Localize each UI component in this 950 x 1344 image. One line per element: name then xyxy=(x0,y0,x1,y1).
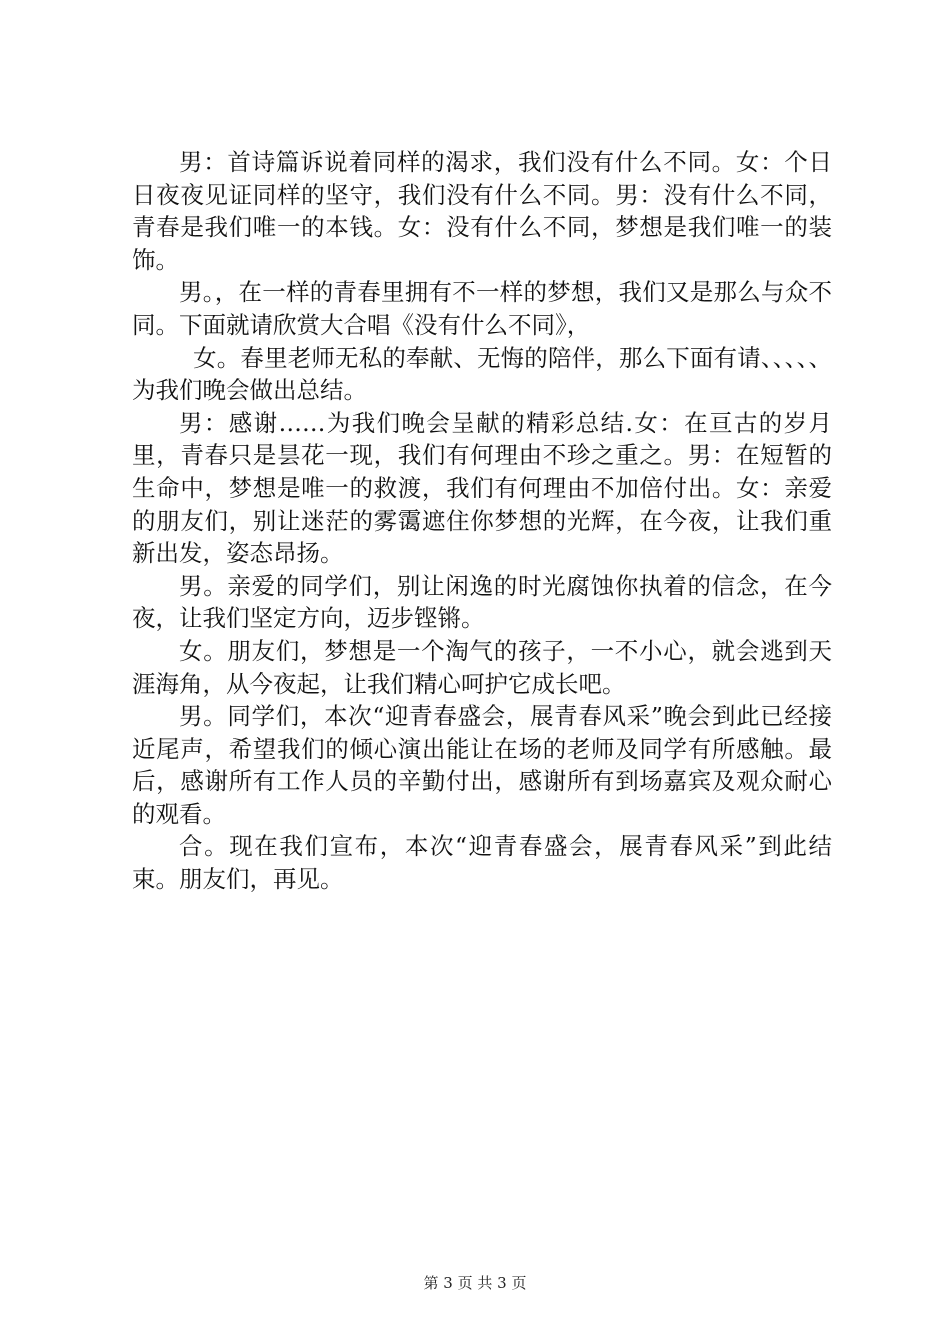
document-body xyxy=(132,146,832,896)
paragraph-5: 男。亲爱的同学们，别让闲逸的时光腐蚀你执着的信念，在今夜，让我们坚定方向，迈步铿锵。 xyxy=(132,571,832,633)
page-footer xyxy=(0,1272,950,1293)
paragraph-8: 合。现在我们宣布，本次“迎青春盛会，展青春风采”到此结束。朋友们，再见。 xyxy=(132,832,832,894)
paragraph-7: 男。同学们，本次“迎青春盛会，展青春风采”晚会到此已经接近尾声，希望我们的倾心演出能让在场的老师及同学有所感触。最后，感谢所有工作人员的辛勤付出，感谢所有到场嘉宾及观众耐心的观看。 xyxy=(132,702,832,828)
paragraph-2: 男。，在一样的青春里拥有不一样的梦想，我们又是那么与众不同。下面就请欣赏大合唱《没有什么不同》， xyxy=(132,278,832,339)
page-number-label: 第 3 页 共 3 页 xyxy=(423,1274,527,1292)
paragraph-4: 男：感谢……为我们晚会呈献的精彩总结.女：在亘古的岁月里，青春只是昙花一现，我们有何理由不珍之重之。男：在短暂的生命中，梦想是唯一的救渡，我们有何理由不加倍付出。女：亲爱的朋友们，别让迷茫的雾霭遮住你梦想的光辉，在今夜，让我们重新出发，姿态昂扬。 xyxy=(132,408,832,568)
paragraph-6: 女。朋友们，梦想是一个淘气的孩子，一不小心，就会逃到天涯海角，从今夜起，让我们精心呵护它成长吧。 xyxy=(132,636,832,698)
paragraph-3: 女。春里老师无私的奉献、无悔的陪伴，那么下面有请、、、、、为我们晚会做出总结。 xyxy=(132,343,832,405)
paragraph-1: 男：首诗篇诉说着同样的渴求，我们没有什么不同。女：个日日夜夜见证同样的坚守，我们没有什么不同。男：没有什么不同，青春是我们唯一的本钱。女：没有什么不同，梦想是我们唯一的装饰。 xyxy=(132,148,832,274)
